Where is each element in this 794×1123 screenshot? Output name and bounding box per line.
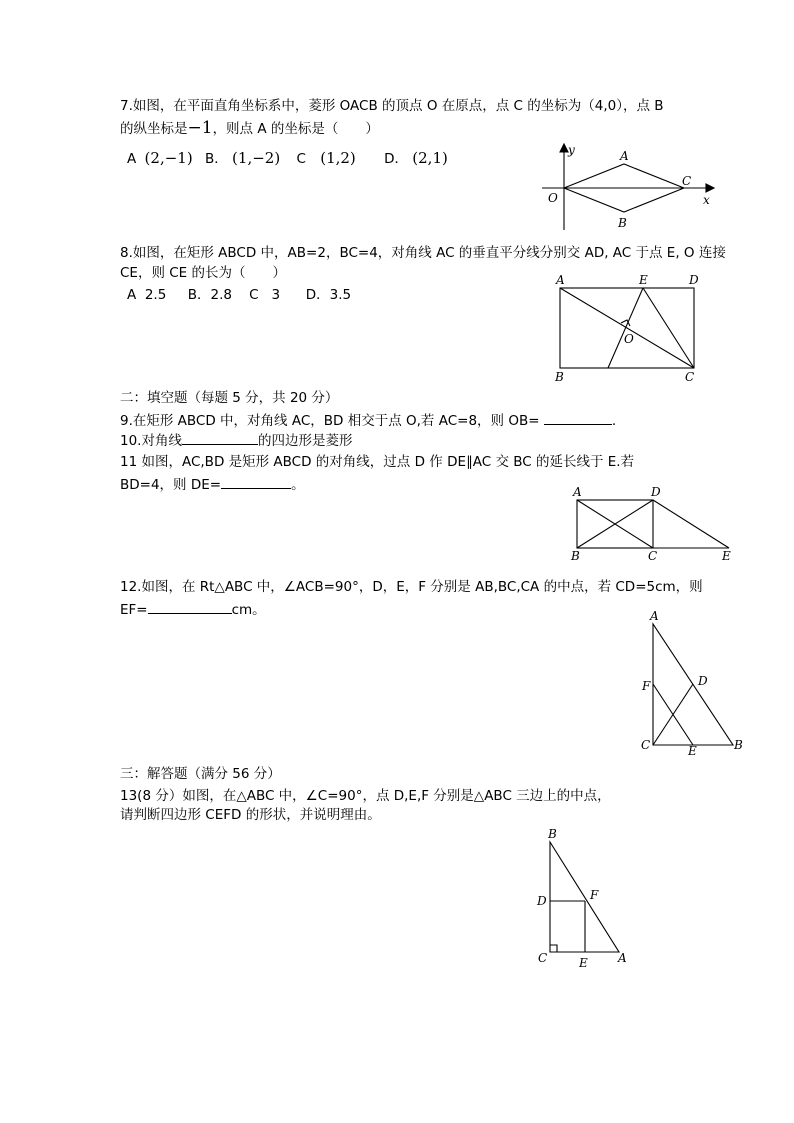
q7-y-arrow	[560, 144, 568, 152]
q8-label-e: E	[639, 273, 648, 287]
q7-label-o: O	[548, 191, 558, 205]
q7-line2-b: ，则点 A 的坐标是（ ）	[212, 121, 379, 137]
q11-line2-b: 。	[291, 477, 305, 493]
q8-diagonal-ac	[560, 288, 694, 368]
q7-opt-c-value: (1,2)	[320, 149, 356, 167]
q13-label-f: F	[590, 888, 599, 902]
q9-answer-blank[interactable]	[544, 410, 612, 425]
q12-answer-blank[interactable]	[148, 599, 232, 614]
q7-opt-a-value: (2,−1)	[144, 149, 193, 167]
q7-line1: 7.如图，在平面直角坐标系中，菱形 OACB 的顶点 O 在原点，点 C 的坐标为（4,0），点 B	[120, 98, 664, 114]
q8-perp-bisector	[608, 288, 643, 368]
q9-end: .	[611, 413, 617, 429]
q8-options: A 2.5 B．2.8 C 3 D．3.5	[127, 287, 352, 303]
q11-label-b: B	[571, 549, 580, 563]
q12-line1: 12.如图，在 Rt△ABC 中，∠ACB=90°，D，E，F 分别是 AB,BC,CA 的中点，若 CD=5cm，则	[120, 579, 703, 595]
q7-label-a: A	[620, 149, 629, 163]
q11-line2	[120, 474, 305, 495]
q11-line1: 11 如图，AC,BD 是矩形 ABCD 的对角线，过点 D 作 DE∥AC 交 BC 的延长线于 E.若	[120, 454, 635, 470]
q7-line2-a: 的纵坐标是	[120, 121, 188, 137]
q13-right-angle-mark	[550, 945, 557, 952]
q8-label-a: A	[556, 273, 565, 287]
q8-label-c: C	[685, 370, 695, 384]
q8-label-o: O	[624, 332, 634, 346]
q13-label-b: B	[548, 827, 557, 841]
q7-opt-d-label: D．	[384, 151, 408, 167]
q13-triangle-figure	[532, 826, 642, 971]
q11-line2-a: BD=4，则 DE=	[120, 477, 222, 493]
section-3-heading: 三：解答题（满分 56 分）	[120, 766, 281, 782]
q7-x-arrow	[706, 184, 714, 192]
q8-line2: CE，则 CE 的长为（ ）	[120, 265, 286, 281]
q7-label-y: y	[568, 143, 575, 157]
q13-line2: 请判断四边形 CEFD 的形状，并说明理由。	[120, 807, 381, 823]
q7-opt-b-label: B．	[204, 151, 228, 167]
q11-segment-de	[653, 500, 729, 548]
q8-label-b: B	[555, 370, 564, 384]
q12-label-f: F	[642, 679, 651, 693]
q12-line2-b: cm。	[231, 602, 266, 618]
q7-options	[127, 148, 448, 169]
q12-label-c: C	[641, 738, 651, 752]
q7-label-x: x	[703, 193, 710, 207]
q12-triangle-figure	[636, 608, 756, 763]
q11-label-d: D	[651, 485, 661, 499]
q7-opt-b-value: (1,−2)	[232, 149, 281, 167]
q13-label-e: E	[579, 956, 588, 970]
q13-line1: 13(8 分）如图，在△ABC 中，∠C=90°，点 D,E,F 分别是△ABC 三边上的中点，	[120, 788, 611, 804]
q11-label-c: C	[648, 549, 658, 563]
q7-label-b: B	[618, 216, 627, 230]
q7-rhombus-figure	[530, 140, 730, 235]
q11-label-a: A	[573, 485, 582, 499]
q8-line1: 8.如图，在矩形 ABCD 中，AB=2，BC=4，对角线 AC 的垂直平分线分别交 AD, AC 于点 E, O 连接	[120, 245, 726, 261]
q12-label-e: E	[688, 744, 697, 758]
q13-label-c: C	[538, 951, 548, 965]
q11-answer-blank[interactable]	[221, 474, 291, 489]
q8-rectangle-figure	[550, 270, 710, 385]
section-2-heading: 二：填空题（每题 5 分，共 20 分）	[120, 390, 339, 406]
q12-line2-a: EF=	[120, 602, 148, 618]
q7-opt-d-value: (2,1)	[412, 149, 448, 167]
q12-label-b: B	[734, 738, 743, 752]
q9-text: 9.在矩形 ABCD 中，对角线 AC，BD 相交于点 O,若 AC=8，则 OB=	[120, 413, 540, 429]
q9	[120, 410, 616, 431]
q7-b-y-value: −1	[187, 118, 213, 138]
q10-answer-blank[interactable]	[182, 430, 258, 445]
q7-opt-a-label: A	[127, 151, 137, 167]
q10	[120, 430, 352, 451]
q7-opt-c-label: C	[296, 151, 306, 167]
q12-line2	[120, 599, 266, 620]
q13-label-d: D	[537, 894, 547, 908]
q7-label-c: C	[682, 174, 692, 188]
q7-line2	[120, 118, 379, 139]
q10-text-a: 10.对角线	[120, 433, 182, 449]
q13-label-a: A	[618, 951, 627, 965]
q8-segment-ce	[643, 288, 694, 368]
q10-text-b: 的四边形是菱形	[257, 433, 353, 449]
q11-rectangle-figure	[565, 484, 745, 564]
q8-label-d: D	[689, 273, 699, 287]
q12-label-d: D	[698, 674, 708, 688]
q12-label-a: A	[650, 609, 659, 623]
q11-label-e: E	[722, 549, 731, 563]
